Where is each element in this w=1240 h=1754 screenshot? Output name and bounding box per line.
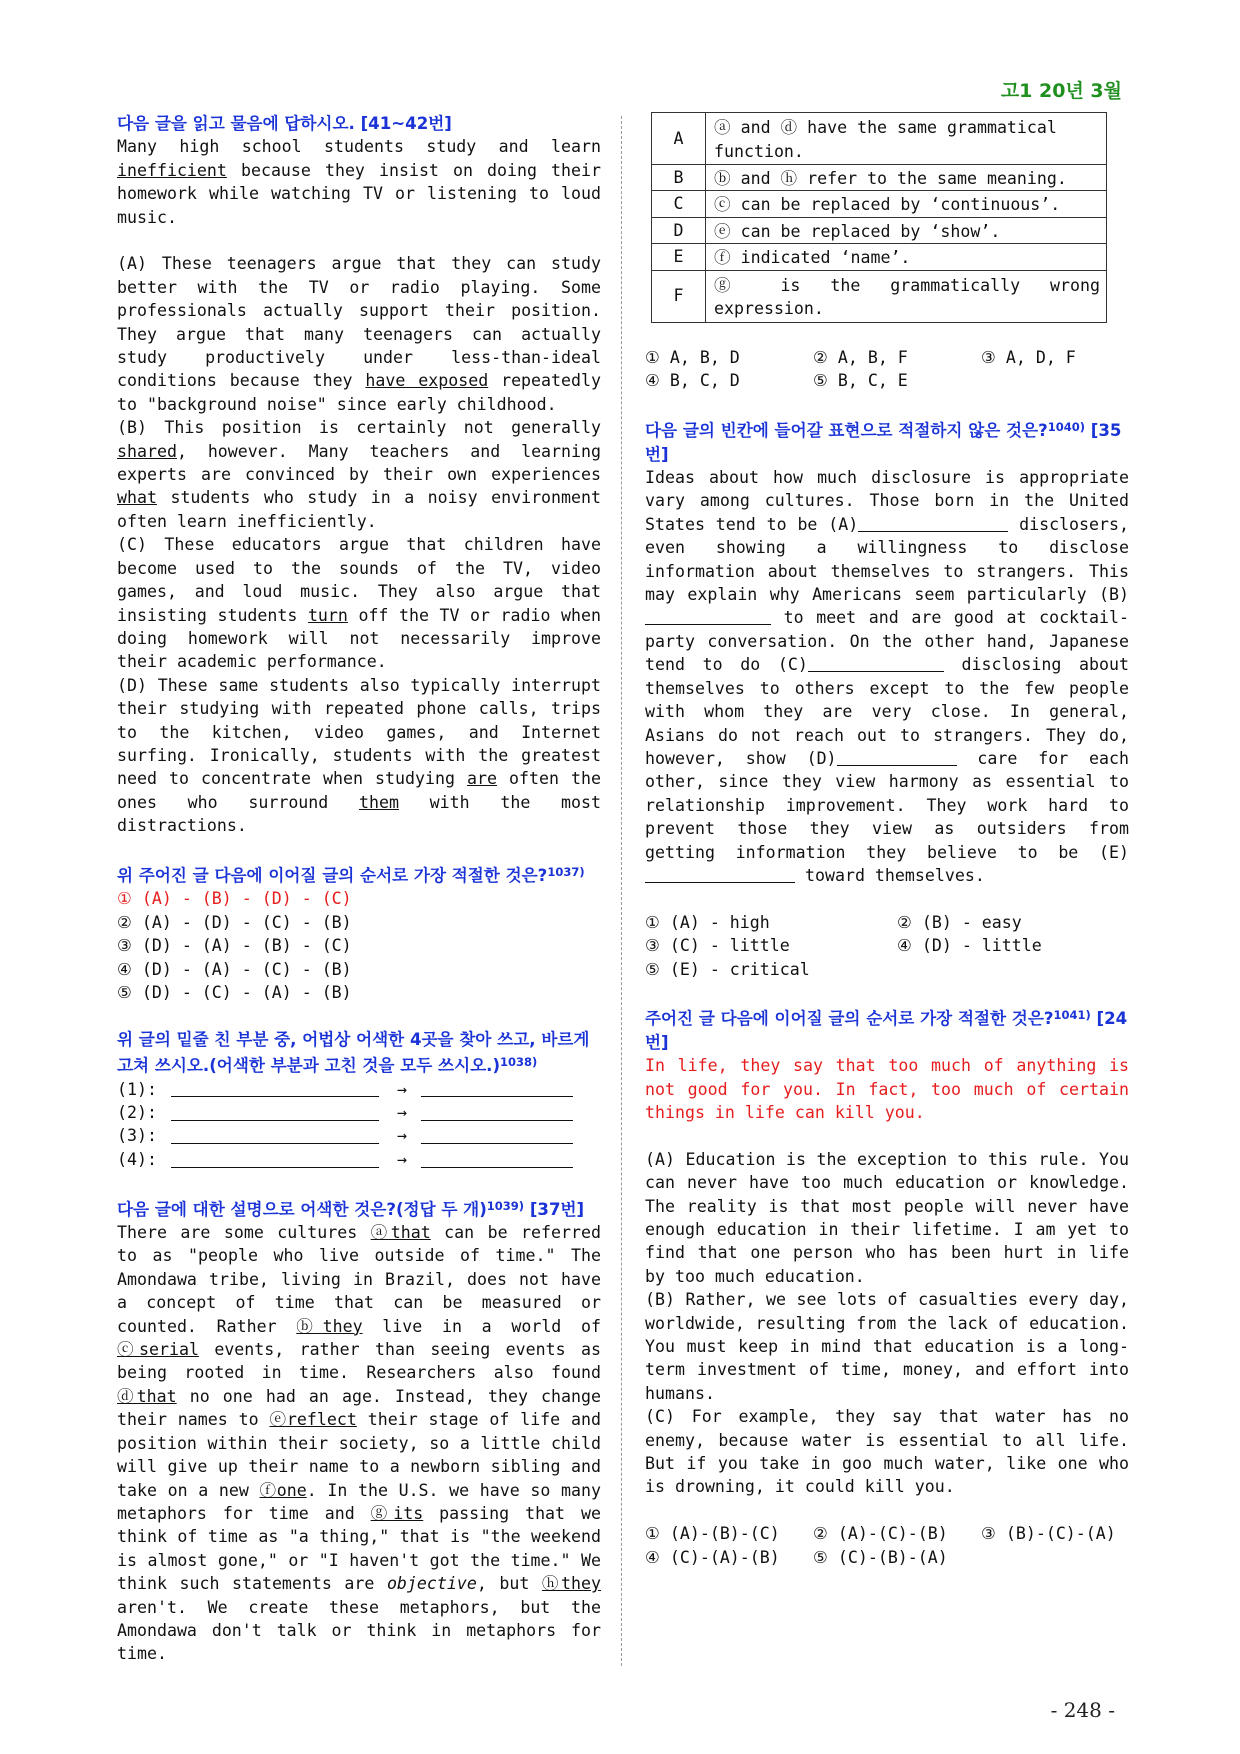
q1041-choices — [645, 1522, 1129, 1569]
q1040-choice-2: ② (B) - easy — [897, 912, 1022, 932]
q1041-choice-2: ② (A)-(C)-(B) — [813, 1524, 948, 1544]
table-row: A ⓐ and ⓓ have the same grammatical function. — [652, 113, 1107, 165]
blank-e — [645, 866, 795, 883]
q1037-choice-4: ④ (D) - (A) - (C) - (B) — [117, 959, 352, 979]
q1038-answer-row-3[interactable]: (3): → — [117, 1124, 601, 1147]
table-row: D ⓔ can be replaced by ‘show’. — [652, 217, 1107, 243]
q1040-choice-4: ④ (D) - little — [897, 936, 1042, 956]
q41-title: 다음 글을 읽고 물음에 답하시오. [41~42번] — [117, 114, 452, 133]
q1039-option-table — [651, 112, 1107, 323]
blank-c — [808, 655, 944, 672]
q41-para-b: (B) This position is certainly not generally shared, however. Many teachers and learning experts are convinced by their own experiences what students who study in a noisy environment often learn inefficiently. — [117, 418, 601, 531]
table-row: F ⓖ is the grammatically wrong expression. — [652, 270, 1107, 322]
q1037-choice-1: ① (A) - (B) - (D) - (C) — [117, 889, 352, 909]
q1039-passage: There are some cultures ⓐthat can be referred to as "people who live outside of time." The Amondawa tribe, living in Brazil, does not have a concept of time that can be measured or counted. Rather ⓑthey live in a world of ⓒserial events, rather than seeing events as being rooted in time. Researchers also found ⓓthat no one had an age. Instead, they change their names to ⓔreflect their stage of life and position within their society, so a little child will give up their name to a newborn sibling and take on a new ⓕone. In the U.S. we have so many metaphors for time and ⓖits passing that we think of time as "a thing," that is "the weekend is almost gone," or "I haven't got the time." We think such statements are objective, but ⓗthey aren't. We create these metaphors, but the Amondawa don't talk or think in metaphors for time. — [117, 1223, 601, 1664]
q1037-title: 위 주어진 글 다음에 이어질 글의 순서로 가장 적절한 것은?$^{1037)}$ — [117, 864, 585, 885]
q1041-given-text: In life, they say that too much of anything is not good for you. In fact, too much of certain things in life can kill you. — [645, 1056, 1129, 1122]
q1041-choice-3: ③ (B)-(C)-(A) — [981, 1524, 1116, 1544]
q1041-choice-5: ⑤ (C)-(B)-(A) — [813, 1547, 948, 1567]
q1037-choice-5: ⑤ (D) - (C) - (A) - (B) — [117, 983, 352, 1002]
page-number: - 248 - — [1050, 1698, 1115, 1722]
q41-intro: Many high school students study and learn inefficient because they insist on doing their homework while watching TV or listening to loud music. — [117, 137, 601, 227]
table-row: E ⓕ indicated ‘name’. — [652, 244, 1107, 270]
q1039-choice-5: ⑤ B, C, E — [813, 371, 908, 391]
blank-d — [837, 749, 957, 766]
blank-a — [858, 515, 1008, 532]
q1040-choice-5: ⑤ (E) - critical — [645, 959, 810, 979]
q1039-choice-4: ④ B, C, D — [645, 371, 740, 391]
q1039-choice-3: ③ A, D, F — [981, 348, 1076, 368]
q1040-title: 다음 글의 빈칸에 들어갈 표현으로 적절하지 않은 것은?$^{1040)}$ [35번] — [645, 420, 1122, 464]
q41-para-d: (D) These same students also typically interrupt their studying with repeated phone calls, trips to the kitchen, video games, and Internet surfing. Ironically, students with the greatest need to concentrate when studying are often the ones who surround them with the most distractions. — [117, 675, 601, 836]
q1041-para-c: (C) For example, they say that water has no enemy, because water is essential to all life. But if you take in goo much water, like one who is drowning, it could kill you. — [645, 1407, 1129, 1497]
q1037-choice-2: ② (A) - (D) - (C) - (B) — [117, 912, 352, 932]
q1039-choice-2: ② A, B, F — [813, 348, 908, 368]
q1041-choice-4: ④ (C)-(A)-(B) — [645, 1547, 780, 1567]
q1040-choice-1: ① (A) - high — [645, 912, 770, 932]
q1040-passage: Ideas about how much disclosure is appropriate vary among cultures. Those born in the United States tend to be (A) disclosers, even showing a willingness to disclose information about themselves to strangers. This may explain why Americans seem particularly (B) to meet and are good at cocktail-party conversation. On the other hand, Japanese tend to do (C) disclosing about themselves to others except to the few people with whom they are very close. In general, Asians do not reach out to strangers. They do, however, show (D) care for each other, since they view harmony as essential to relationship improvement. They work hard to prevent those they view as outsiders from getting information they believe to be (E) toward themselves. — [645, 468, 1129, 885]
q1038-answer-row-1[interactable]: (1): → — [117, 1078, 601, 1101]
column-divider — [621, 116, 622, 1666]
q1038-title: 위 글의 밑줄 친 부분 중, 어법상 어색한 4곳을 찾아 쓰고, 바르게 고쳐 쓰시오.(어색한 부분과 고친 것을 모두 쓰시오.)$^{1038)}$ — [117, 1029, 590, 1076]
q1040-choice-3: ③ (C) - little — [645, 936, 790, 956]
table-row: C ⓒ can be replaced by ‘continuous’. — [652, 191, 1107, 217]
q1041-choice-1: ① (A)-(B)-(C) — [645, 1524, 780, 1544]
q41-para-a: (A) These teenagers argue that they can study better with the TV or radio playing. Some professionals actually support their position. They argue that many teenagers can actually study productively under less-than-ideal conditions because they have exposed repeatedly to "background noise" since early childhood. — [117, 254, 601, 414]
exam-tag: 고1 20년 3월 — [1000, 80, 1122, 102]
q1039-choices — [645, 346, 1129, 393]
q1037-choice-3: ③ (D) - (A) - (B) - (C) — [117, 936, 352, 956]
left-column — [117, 112, 601, 1666]
q1040-choices — [645, 911, 1129, 981]
right-column — [645, 112, 1129, 1569]
q1038-answer-row-2[interactable]: (2): → — [117, 1101, 601, 1124]
q1041-para-b: (B) Rather, we see lots of casualties every day, worldwide, resulting from the lack of education. You must keep in mind that education is a long-term investment of time, money, and effort into humans. — [645, 1290, 1129, 1403]
q1041-para-a: (A) Education is the exception to this rule. You can never have too much education or knowledge. The reality is that most people will never have enough education in their lifetime. I am yet to find that one person who has been hurt in life by too much education. — [645, 1149, 1129, 1286]
q1039-title: 다음 글에 대한 설명으로 어색한 것은?(정답 두 개)$^{1039)}$ [37번] — [117, 1198, 585, 1219]
table-row: B ⓑ and ⓗ refer to the same meaning. — [652, 165, 1107, 191]
q41-para-c: (C) These educators argue that children have become used to the sounds of the TV, video games, and loud music. They also argue that insisting students turn off the TV or radio when doing homework will not necessarily improve their academic performance. — [117, 535, 601, 672]
blank-b — [645, 608, 771, 625]
q1041-title: 주어진 글 다음에 이어질 글의 순서로 가장 적절한 것은?$^{1041)}$ [24번] — [645, 1008, 1128, 1052]
q1039-choice-1: ① A, B, D — [645, 348, 740, 368]
q1038-answer-row-4[interactable]: (4): → — [117, 1148, 601, 1171]
